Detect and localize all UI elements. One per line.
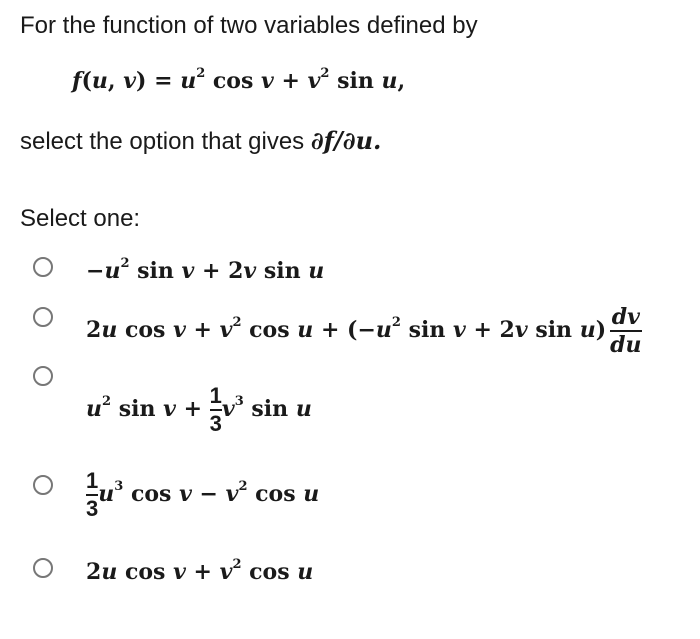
partial-derivative-symbol: ∂f/∂u. — [310, 126, 382, 155]
option-3-radio[interactable] — [33, 366, 53, 386]
option-2-label[interactable]: 2u $\cos v + v^2$ $\cos u + (-u^2$ sin v + 2v sin u) $\frac{dv}{du}$ — [86, 304, 642, 359]
question-intro: For the function of two variables defined by — [20, 12, 478, 39]
question-prompt — [20, 126, 381, 156]
function-definition: f(u, $v) = u^2$ $\cos v + v^2$ sin u, — [72, 66, 406, 94]
option-1-label[interactable]: $-u^2$ sin v + 2v sin u — [86, 256, 325, 284]
option-2-radio[interactable] — [33, 307, 53, 327]
option-4-label[interactable]: $\frac{1}{3}$ $u^3$ $\cos v - v^2$ cos u — [86, 468, 320, 522]
prompt-prefix: select the option that gives — [20, 128, 305, 155]
option-1-radio[interactable] — [33, 257, 53, 277]
option-5-radio[interactable] — [33, 558, 53, 578]
option-3-label[interactable]: $u^2$ sin v + $\frac{1}{3}$ $v^3$ sin u — [86, 383, 312, 437]
select-one-label: Select one: — [20, 205, 141, 232]
option-5-label[interactable]: 2u $\cos v + v^2$ cos u — [86, 557, 314, 585]
option-4-radio[interactable] — [33, 475, 53, 495]
